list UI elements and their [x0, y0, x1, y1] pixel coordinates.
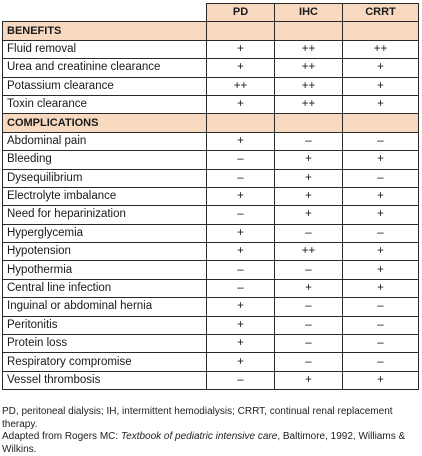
value-cell-crrt: + — [343, 279, 419, 297]
value-cell-pd: + — [207, 335, 275, 353]
table-row — [3, 187, 419, 205]
source-suffix: , Baltimore, 1992, Williams & Wilkins. — [2, 431, 406, 455]
value-cell-crrt: – — [343, 169, 419, 187]
value-cell-crrt: + — [343, 187, 419, 205]
value-cell-crrt: + — [343, 95, 419, 113]
value-cell-pd: + — [207, 224, 275, 242]
value-cell-crrt: + — [343, 243, 419, 261]
value-cell-ihc: – — [275, 316, 343, 334]
row-label: Vessel thrombosis — [3, 371, 207, 389]
section-empty-cell — [343, 114, 419, 132]
table-row — [3, 77, 419, 95]
value-cell-ihc: + — [275, 279, 343, 297]
section-title: COMPLICATIONS — [3, 114, 207, 132]
value-cell-crrt: + — [343, 261, 419, 279]
value-cell-ihc: ++ — [275, 40, 343, 58]
section-empty-cell — [207, 22, 275, 40]
value-cell-crrt: + — [343, 206, 419, 224]
table-row — [3, 243, 419, 261]
value-cell-pd: – — [207, 371, 275, 389]
section-empty-cell — [207, 114, 275, 132]
row-label: Dysequilibrium — [3, 169, 207, 187]
row-label: Inguinal or abdominal hernia — [3, 298, 207, 316]
row-label: Central line infection — [3, 279, 207, 297]
row-label: Abdominal pain — [3, 132, 207, 150]
value-cell-ihc: – — [275, 298, 343, 316]
value-cell-pd: + — [207, 298, 275, 316]
value-cell-pd: – — [207, 279, 275, 297]
value-cell-crrt: + — [343, 77, 419, 95]
value-cell-ihc: + — [275, 151, 343, 169]
value-cell-ihc: – — [275, 224, 343, 242]
value-cell-crrt: – — [343, 132, 419, 150]
value-cell-crrt: – — [343, 353, 419, 371]
value-cell-pd: + — [207, 95, 275, 113]
section-title: BENEFITS — [3, 22, 207, 40]
value-cell-crrt: – — [343, 316, 419, 334]
row-label: Toxin clearance — [3, 95, 207, 113]
table-row — [3, 279, 419, 297]
table-row — [3, 40, 419, 58]
row-label: Protein loss — [3, 335, 207, 353]
section-row — [3, 22, 419, 40]
value-cell-pd: – — [207, 261, 275, 279]
section-row — [3, 114, 419, 132]
row-label: Electrolyte imbalance — [3, 187, 207, 205]
value-cell-ihc: – — [275, 335, 343, 353]
value-cell-ihc: ++ — [275, 59, 343, 77]
header-cell-crrt: CRRT — [343, 4, 419, 22]
table-row — [3, 151, 419, 169]
value-cell-pd: – — [207, 151, 275, 169]
value-cell-ihc: + — [275, 206, 343, 224]
table-row — [3, 206, 419, 224]
section-empty-cell — [275, 22, 343, 40]
value-cell-pd: + — [207, 316, 275, 334]
table-row — [3, 335, 419, 353]
row-label: Peritonitis — [3, 316, 207, 334]
row-label: Hypotension — [3, 243, 207, 261]
header-row — [3, 4, 419, 22]
value-cell-pd: + — [207, 59, 275, 77]
value-cell-ihc: + — [275, 187, 343, 205]
value-cell-crrt: + — [343, 371, 419, 389]
value-cell-ihc: – — [275, 261, 343, 279]
row-label: Urea and creatinine clearance — [3, 59, 207, 77]
value-cell-crrt: – — [343, 335, 419, 353]
table-row — [3, 371, 419, 389]
section-empty-cell — [343, 22, 419, 40]
section-empty-cell — [275, 114, 343, 132]
value-cell-crrt: – — [343, 298, 419, 316]
source-title: Textbook of pediatric intensive care — [120, 431, 278, 442]
value-cell-crrt: ++ — [343, 40, 419, 58]
row-label: Potassium clearance — [3, 77, 207, 95]
table-row — [3, 132, 419, 150]
table-row — [3, 261, 419, 279]
value-cell-ihc: ++ — [275, 77, 343, 95]
value-cell-ihc: ++ — [275, 95, 343, 113]
row-label: Hypothermia — [3, 261, 207, 279]
value-cell-pd: ++ — [207, 77, 275, 95]
value-cell-pd: – — [207, 169, 275, 187]
value-cell-ihc: – — [275, 353, 343, 371]
table-row — [3, 298, 419, 316]
value-cell-pd: – — [207, 206, 275, 224]
value-cell-pd: + — [207, 132, 275, 150]
table-row — [3, 316, 419, 334]
table-row — [3, 353, 419, 371]
header-cell-ihc: IHC — [275, 4, 343, 22]
header-cell-blank — [3, 4, 207, 22]
value-cell-ihc: + — [275, 169, 343, 187]
value-cell-ihc: – — [275, 132, 343, 150]
value-cell-ihc: ++ — [275, 243, 343, 261]
value-cell-pd: + — [207, 243, 275, 261]
value-cell-crrt: + — [343, 59, 419, 77]
row-label: Need for heparinization — [3, 206, 207, 224]
row-label: Respiratory compromise — [3, 353, 207, 371]
table-row — [3, 95, 419, 113]
source-prefix: Adapted from Rogers MC: — [2, 431, 121, 442]
value-cell-crrt: + — [343, 151, 419, 169]
table-row — [3, 224, 419, 242]
row-label: Hyperglycemia — [3, 224, 207, 242]
value-cell-ihc: + — [275, 371, 343, 389]
value-cell-pd: + — [207, 40, 275, 58]
table-footnotes — [2, 406, 418, 456]
value-cell-pd: + — [207, 353, 275, 371]
table-row — [3, 59, 419, 77]
value-cell-crrt: – — [343, 224, 419, 242]
header-cell-pd: PD — [207, 4, 275, 22]
abbreviation-footnote: PD, peritoneal dialysis; IH, intermittent hemodialysis; CRRT, continual renal replacement therapy. — [2, 406, 393, 430]
row-label: Fluid removal — [3, 40, 207, 58]
source-citation — [2, 431, 418, 456]
value-cell-pd: + — [207, 187, 275, 205]
comparison-table — [2, 3, 419, 390]
row-label: Bleeding — [3, 151, 207, 169]
table-row — [3, 169, 419, 187]
